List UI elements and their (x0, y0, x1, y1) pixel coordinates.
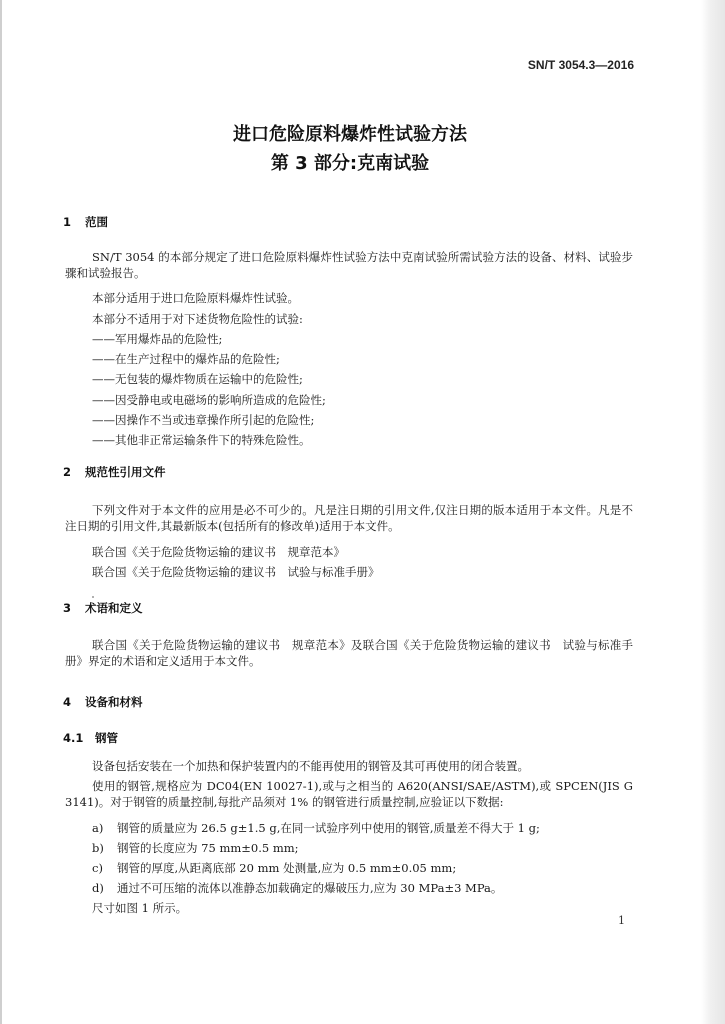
section-number: 1 (63, 215, 72, 229)
paragraph: 本部分不适用于对下述货物危险性的试验: (92, 312, 303, 326)
paragraph: 本部分适用于进口危险原料爆炸性试验。 (92, 291, 299, 305)
section-title: 规范性引用文件 (85, 465, 166, 479)
list-item (92, 860, 456, 876)
list-text: 钢管的厚度,从距离底部 20 mm 处测量,应为 0.5 mm±0.05 mm; (117, 861, 457, 875)
section-title: 设备和材料 (85, 695, 143, 709)
section-title: 范围 (85, 215, 108, 229)
section-number: 2 (63, 465, 72, 479)
list-text: 通过不可压缩的流体以准静态加载确定的爆破压力,应为 30 MPa±3 MPa。 (117, 881, 503, 895)
list-item: ——其他非正常运输条件下的特殊危险性。 (92, 433, 311, 447)
section-4-heading (63, 694, 143, 710)
list-label: d) (92, 881, 104, 895)
section-2-heading (63, 464, 166, 480)
section-number: 4 (63, 695, 72, 709)
section-number: 3 (63, 601, 72, 615)
list-item: ——在生产过程中的爆炸品的危险性; (92, 352, 280, 366)
paragraph: SN/T 3054 的本部分规定了进口危险原料爆炸性试验方法中克南试验所需试验方法的设备、材料、试验步骤和试验报告。 (65, 250, 633, 280)
subsection-title: 钢管 (95, 731, 118, 745)
standard-code: SN/T 3054.3—2016 (527, 58, 634, 72)
list-label: b) (92, 841, 104, 855)
list-item: ——无包装的爆炸物质在运输中的危险性; (92, 372, 303, 386)
list-item (92, 820, 540, 836)
subsection-4-1-heading (63, 730, 118, 746)
paragraph: 设备包括安装在一个加热和保护装置内的不能再使用的钢管及其可再使用的闭合装置。 (92, 759, 529, 773)
section-3-heading (63, 600, 143, 616)
page-right-edge (701, 0, 725, 1024)
section-title: 术语和定义 (85, 601, 143, 615)
list-label: c) (92, 861, 103, 875)
paragraph: 下列文件对于本文件的应用是必不可少的。凡是注日期的引用文件,仅注日期的版本适用于本文件。凡是不注日期的引用文件,其最新版本(包括所有的修改单)适用于本文件。 (65, 503, 633, 533)
list-item: ——因受静电或电磁场的影响所造成的危险性; (92, 393, 326, 407)
list-item: ——军用爆炸品的危险性; (92, 332, 223, 346)
list-text: 钢管的质量应为 26.5 g±1.5 g,在同一试验序列中使用的钢管,质量差不得大于 1 g; (117, 821, 540, 835)
section-1-heading (63, 214, 108, 230)
reference-item: 联合国《关于危险货物运输的建议书 规章范本》 (92, 545, 345, 559)
reference-item: 联合国《关于危险货物运输的建议书 试验与标准手册》 (92, 565, 380, 579)
document-subtitle: 第 3 部分:克南试验 (270, 153, 430, 174)
subsection-number: 4.1 (63, 731, 84, 745)
list-label: a) (92, 821, 104, 835)
page-number: 1 (618, 914, 625, 927)
list-text: 钢管的长度应为 75 mm±0.5 mm; (117, 841, 299, 855)
document-title: 进口危险原料爆炸性试验方法 (233, 124, 467, 145)
paragraph: 联合国《关于危险货物运输的建议书 规章范本》及联合国《关于危险货物运输的建议书 试验与标准手册》界定的术语和定义适用于本文件。 (65, 638, 633, 668)
list-item (92, 880, 502, 896)
list-item (92, 840, 299, 856)
list-item: ——因操作不当或违章操作所引起的危险性; (92, 413, 315, 427)
paragraph: 尺寸如图 1 所示。 (92, 901, 188, 915)
scan-speck (92, 596, 94, 598)
paragraph: 使用的钢管,规格应为 DC04(EN 10027-1),或与之相当的 A620(ANSI/SAE/ASTM),或 SPCEN(JIS G 3141)。对于钢管的质量控制,每批产品须对 1% 的钢管进行质量控制,应验证以下数据: (65, 779, 633, 809)
